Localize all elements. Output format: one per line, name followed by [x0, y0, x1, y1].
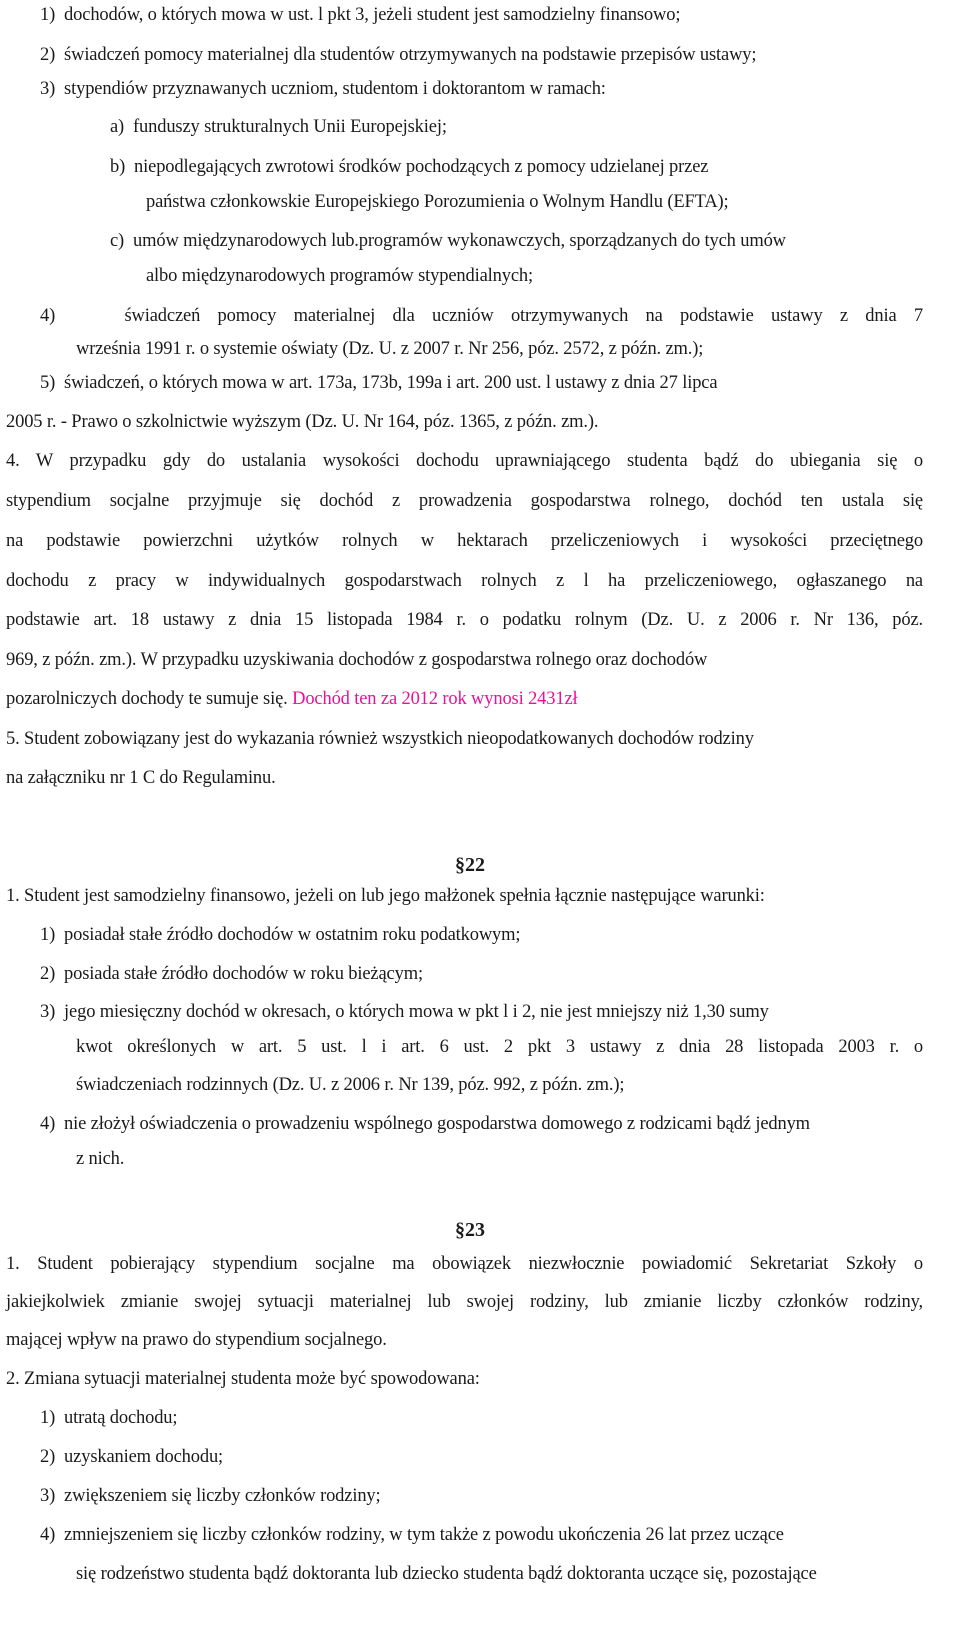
- highlighted-income-note: Dochód ten za 2012 rok wynosi 2431zł: [292, 689, 578, 709]
- section-heading: §22: [455, 854, 485, 876]
- paragraph-line: 2. Zmiana sytuacji materialnej studenta może być spowodowana:: [6, 1369, 480, 1389]
- paragraph-line: [6, 687, 578, 711]
- sub-list-item-continuation: albo międzynarodowych programów stypendialnych;: [146, 266, 533, 286]
- sub-list-item: b) niepodlegających zwrotowi środków pochodzących z pomocy udzielanej przez: [110, 157, 709, 177]
- list-item-continuation: września 1991 r. o systemie oświaty (Dz. U. z 2007 r. Nr 256, póz. 2572, z późn. zm.);: [76, 339, 704, 359]
- list-item: 4) nie złożył oświadczenia o prowadzeniu wspólnego gospodarstwa domowego z rodzicami bądź jednym: [40, 1114, 810, 1134]
- paragraph-line: jakiejkolwiek zmianie swojej sytuacji materialnej lub swojej rodziny, lub zmianie liczby członków rodziny,: [6, 1292, 923, 1312]
- section-heading: §23: [455, 1219, 485, 1241]
- list-item: 4) zmniejszeniem się liczby członków rodziny, w tym także z powodu ukończenia 26 lat przez uczące: [40, 1525, 784, 1545]
- sub-list-item-continuation: państwa członkowskie Europejskiego Porozumienia o Wolnym Handlu (EFTA);: [146, 192, 729, 212]
- list-item-continuation: się rodzeństwo studenta bądź doktoranta lub dziecko studenta bądź doktoranta uczące się, pozostające: [76, 1564, 817, 1584]
- list-item: 1) posiadał stałe źródło dochodów w ostatnim roku podatkowym;: [40, 925, 521, 945]
- list-item: 5) świadczeń, o których mowa w art. 173a, 173b, 199a i art. 200 ust. l ustawy z dnia 27 lipca: [40, 373, 718, 393]
- list-item-continuation: kwot określonych w art. 5 ust. l i art. 6 ust. 2 pkt 3 ustawy z dnia 28 listopada 2003 r. o: [76, 1037, 923, 1057]
- paragraph-line: 2005 r. - Prawo o szkolnictwie wyższym (Dz. U. Nr 164, póz. 1365, z późn. zm.).: [6, 412, 599, 432]
- paragraph-line: dochodu z pracy w indywidualnych gospodarstwach rolnych z l ha przeliczeniowego, ogłaszanego na: [6, 571, 923, 591]
- list-item: 3) jego miesięczny dochód w okresach, o których mowa w pkt l i 2, nie jest mniejszy niż 1,30 sumy: [40, 1002, 769, 1022]
- paragraph-line: 4. W przypadku gdy do ustalania wysokości dochodu uprawniającego studenta bądź do ubiegania się o: [6, 451, 923, 471]
- paragraph-line: 1. Student pobierający stypendium socjalne ma obowiązek niezwłocznie powiadomić Sekretariat Szkoły o: [6, 1254, 923, 1274]
- paragraph-line: 1. Student jest samodzielny finansowo, jeżeli on lub jego małżonek spełnia łącznie następujące warunki:: [6, 886, 765, 906]
- list-item: 2) uzyskaniem dochodu;: [40, 1447, 224, 1467]
- paragraph-line: stypendium socjalne przyjmuje się dochód z prowadzenia gospodarstwa rolnego, dochód ten ustala się: [6, 491, 923, 511]
- paragraph-line: podstawie art. 18 ustawy z dnia 15 listopada 1984 r. o podatku rolnym (Dz. U. z 2006 r. Nr 136, póz.: [6, 610, 923, 630]
- paragraph-line: mającej wpływ na prawo do stypendium socjalnego.: [6, 1330, 387, 1350]
- list-item: 1) dochodów, o których mowa w ust. l pkt 3, jeżeli student jest samodzielny finansowo;: [40, 5, 681, 25]
- list-item: 4) świadczeń pomocy materialnej dla uczniów otrzymywanych na podstawie ustawy z dnia 7: [40, 306, 923, 326]
- paragraph-line: na załączniku nr 1 C do Regulaminu.: [6, 768, 276, 788]
- paragraph-line: 969, z późn. zm.). W przypadku uzyskiwania dochodów z gospodarstwa rolnego oraz dochodów: [6, 650, 708, 670]
- list-item-continuation: świadczeniach rodzinnych (Dz. U. z 2006 r. Nr 139, póz. 992, z późn. zm.);: [76, 1075, 625, 1095]
- list-item-continuation: z nich.: [76, 1149, 125, 1169]
- sub-list-item: a) funduszy strukturalnych Unii Europejskiej;: [110, 117, 447, 137]
- list-item: 2) świadczeń pomocy materialnej dla studentów otrzymywanych na podstawie przepisów ustawy;: [40, 45, 757, 65]
- list-item: 3) zwiększeniem się liczby członków rodziny;: [40, 1486, 381, 1506]
- list-item: 1) utratą dochodu;: [40, 1408, 178, 1428]
- paragraph-text: pozarolniczych dochody te sumuje się.: [6, 689, 288, 709]
- paragraph-line: na podstawie powierzchni użytków rolnych w hektarach przeliczeniowych i wysokości przeciętnego: [6, 531, 923, 551]
- list-item: 2) posiada stałe źródło dochodów w roku bieżącym;: [40, 964, 423, 984]
- paragraph-line: 5. Student zobowiązany jest do wykazania również wszystkich nieopodatkowanych dochodów rodziny: [6, 729, 754, 749]
- list-item: 3) stypendiów przyznawanych uczniom, studentom i doktorantom w ramach:: [40, 79, 606, 99]
- sub-list-item: c) umów międzynarodowych lub.programów wykonawczych, sporządzanych do tych umów: [110, 231, 786, 251]
